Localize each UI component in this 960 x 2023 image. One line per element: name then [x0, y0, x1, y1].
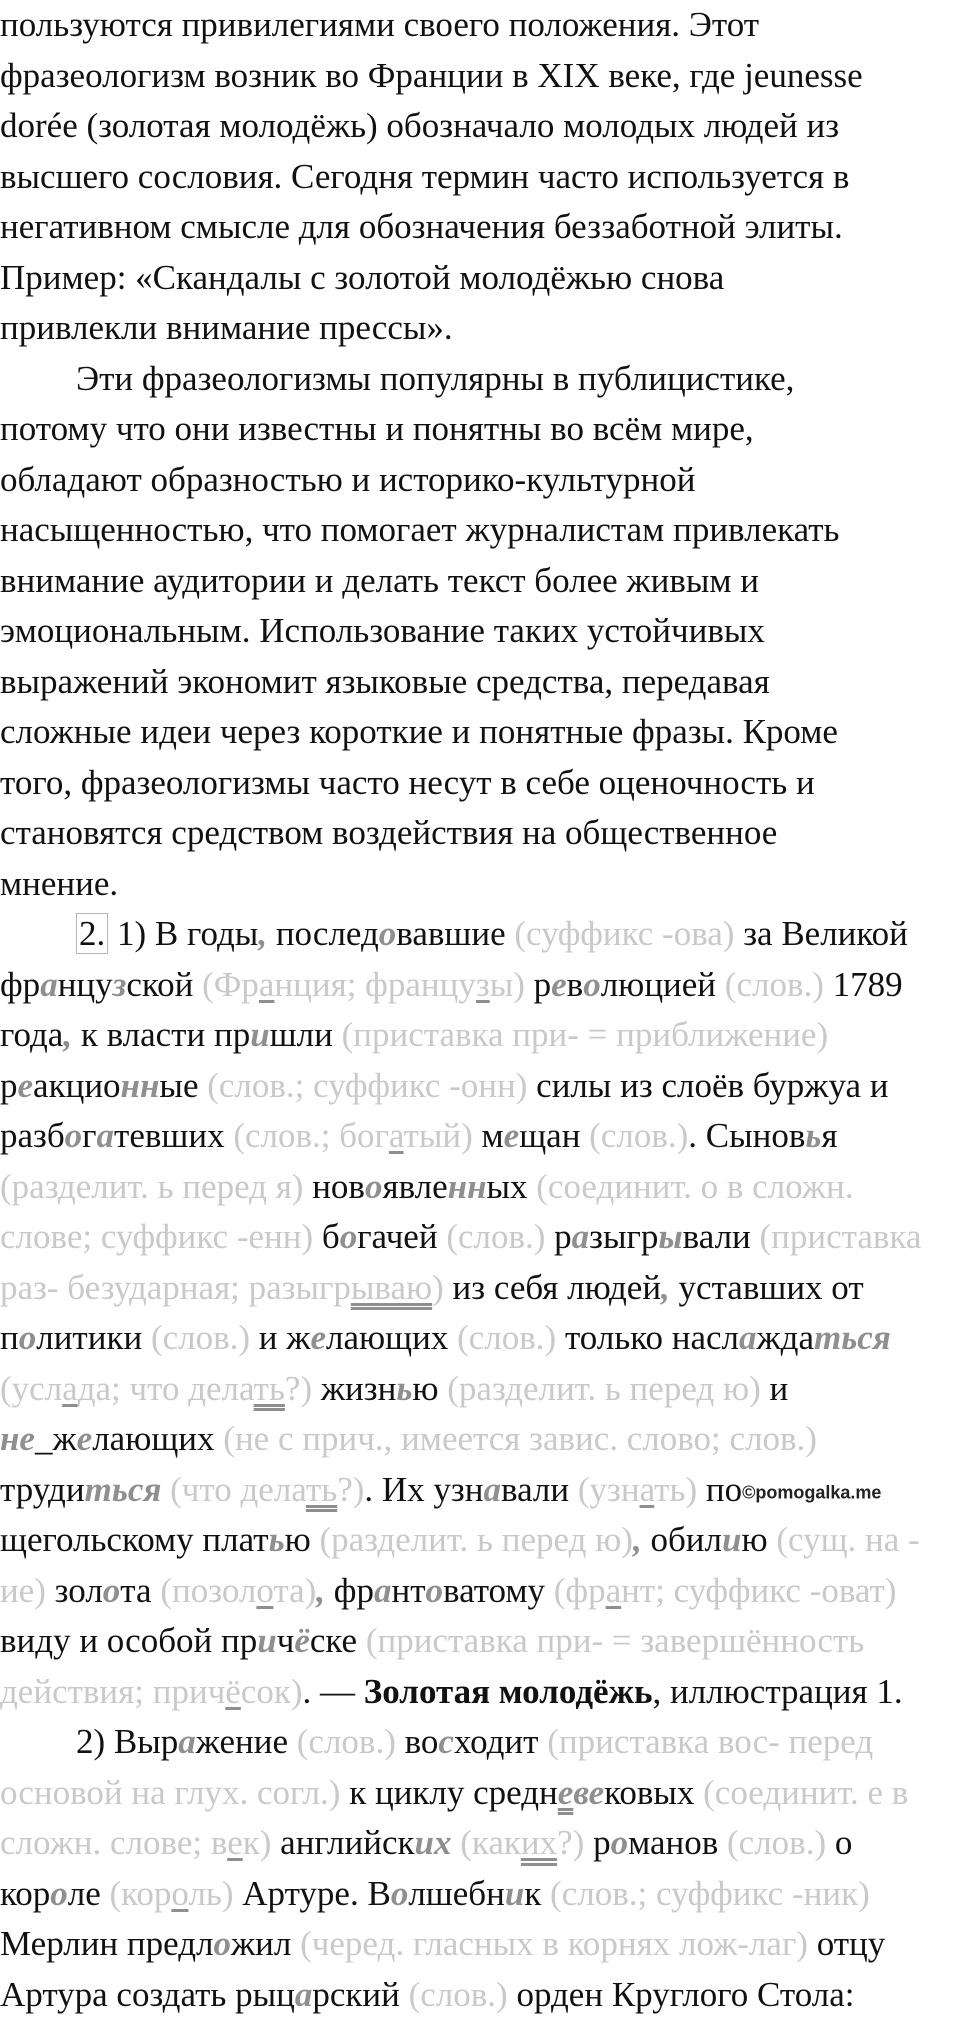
- text-line: [0, 1919, 960, 1970]
- orthogram: о: [378, 914, 397, 953]
- orthogram: и: [721, 1520, 742, 1559]
- text-line: [0, 960, 960, 1011]
- text-run: р: [524, 964, 552, 1004]
- exercise-item-2-2: [0, 1717, 960, 2020]
- orthogram: о: [610, 1823, 629, 1862]
- text-line: фразеологизм возник во Франции в XIX веке, где jeunesse: [0, 55, 863, 95]
- orthogram: ь: [396, 1368, 413, 1408]
- orthogram: е: [551, 964, 567, 1004]
- text-run: за Великой: [734, 914, 908, 953]
- text-run: п: [0, 1318, 19, 1357]
- comment: (слов.): [724, 964, 824, 1004]
- orthogram: а: [571, 1217, 590, 1256]
- comment: слове; суффикс -енн): [0, 1217, 314, 1256]
- comment: (разделит. ь перед я): [0, 1166, 304, 1206]
- text-run: щан: [519, 1116, 590, 1155]
- orthogram: ь: [805, 1116, 822, 1155]
- text-run: . —: [302, 1671, 364, 1711]
- orthogram: с: [438, 1722, 454, 1761]
- text-run: литики: [36, 1318, 151, 1357]
- text-run: зол: [45, 1570, 103, 1610]
- text-line: становятся средством воздействия на общественное: [0, 813, 778, 852]
- text-run: вавшие: [396, 914, 515, 953]
- orthogram: о: [390, 1873, 409, 1913]
- comment: (слов.): [296, 1722, 396, 1761]
- text-line: [0, 1667, 960, 1718]
- text-run: ске: [309, 1621, 366, 1660]
- text-line: [0, 1616, 960, 1667]
- text-line: Эти фразеологизмы популярны в публицистике,: [76, 358, 795, 398]
- text-run: ч: [276, 1621, 295, 1660]
- orthogram: е: [76, 1419, 93, 1458]
- text-line: [0, 1869, 960, 1920]
- orthogram: з: [112, 964, 127, 1004]
- text-run: по: [697, 1469, 743, 1509]
- text-line: того, фразеологизмы часто несут в себе оценочность и: [0, 762, 815, 802]
- text-line: [0, 1162, 960, 1213]
- text-run: уставших от: [669, 1267, 864, 1307]
- text-line: [0, 1313, 960, 1364]
- text-run: 2) Выр: [76, 1722, 179, 1761]
- text-run: р: [545, 1217, 572, 1256]
- text-run: к циклу средн: [340, 1772, 558, 1812]
- text-run: ходит: [453, 1722, 548, 1761]
- comment: (черед. гласных в корнях лож-лаг): [300, 1924, 808, 1963]
- text-run: вали: [682, 1217, 760, 1256]
- text-run: о: [826, 1823, 853, 1862]
- comment: (приставка вос- перед: [547, 1722, 874, 1761]
- comment: (слов.; суффикс -онн): [207, 1065, 528, 1105]
- orthogram: о: [50, 1873, 68, 1913]
- text-run: вали: [501, 1469, 578, 1509]
- text-line: негативном смысле для обозначения беззаботной элиты.: [0, 207, 843, 246]
- orthogram: е: [310, 1318, 327, 1357]
- text-run: нов: [303, 1166, 365, 1206]
- text-run: фр: [0, 964, 41, 1004]
- text-run: м: [472, 1116, 504, 1155]
- orthogram: о: [18, 1318, 37, 1357]
- text-line: [0, 1263, 960, 1314]
- text-run: труди: [0, 1469, 85, 1509]
- text-run: рский: [312, 1974, 409, 2014]
- text-line: [0, 909, 960, 960]
- orthogram: е: [503, 1116, 520, 1155]
- text-line: [0, 1566, 960, 1617]
- text-line: привлекли внимание прессы».: [0, 308, 453, 347]
- text-run: ые: [159, 1065, 208, 1105]
- paragraph-intro: [0, 0, 960, 354]
- orthogram: и: [257, 1621, 277, 1660]
- comment: (разделит. ь перед ю): [319, 1520, 633, 1559]
- orthogram: о: [583, 964, 601, 1004]
- text-line: насыщенностью, что помогает журналистам привлекать: [0, 510, 840, 549]
- comment: (позолота): [160, 1570, 317, 1610]
- text-run: только насл: [556, 1318, 739, 1357]
- text-run: разб: [0, 1116, 65, 1155]
- text-run: жение: [195, 1722, 297, 1761]
- text-run: люцией: [600, 964, 725, 1004]
- text-run: нцу: [57, 964, 113, 1004]
- text-run: лшебн: [408, 1873, 505, 1913]
- text-line: сложные идеи через короткие и понятные фразы. Кроме: [0, 712, 838, 751]
- comment: (слов.): [589, 1116, 689, 1155]
- text-line: [0, 1465, 960, 1516]
- orthogram: ь: [268, 1520, 285, 1559]
- orthogram: в: [573, 1772, 589, 1812]
- text-run: , иллюстрация 1.: [652, 1671, 903, 1711]
- text-run: манов: [628, 1823, 728, 1862]
- text-line: [0, 1768, 960, 1819]
- punctuation-mark: ,: [316, 1570, 326, 1610]
- orthogram: нн: [447, 1166, 487, 1206]
- comment: (не с прич., имеется завис. слово; слов.): [223, 1419, 817, 1458]
- orthogram: а: [96, 1116, 115, 1155]
- orthogram: ться: [814, 1318, 891, 1357]
- orthogram: ться: [84, 1469, 162, 1509]
- text-run: ю: [741, 1520, 777, 1559]
- orthogram: а: [178, 1722, 196, 1761]
- exercise-item-2-1: [0, 909, 960, 1717]
- comment: (слов.; суффикс -ник): [550, 1873, 870, 1913]
- orthogram: нн: [120, 1065, 160, 1105]
- comment: (каких?): [451, 1823, 585, 1862]
- comment: (приставка при- = завершённость: [365, 1621, 865, 1660]
- text-run: во: [395, 1722, 439, 1761]
- orthogram: о: [64, 1116, 83, 1155]
- comment: (что делать?): [161, 1469, 365, 1509]
- text-run: Мерлин предл: [0, 1924, 214, 1963]
- text-run: . Их узн: [364, 1469, 484, 1509]
- comment: (король): [109, 1873, 234, 1913]
- orthogram: не: [0, 1419, 35, 1458]
- text-line: обладают образностью и историко-культурной: [0, 459, 696, 499]
- text-line: [0, 1717, 960, 1768]
- orthogram: и: [250, 1015, 270, 1054]
- text-run: к власти пр: [72, 1015, 251, 1054]
- comment: основой на глух. согл.): [0, 1772, 341, 1812]
- punctuation-mark: ,: [258, 914, 268, 953]
- text-run: отцу: [807, 1924, 886, 1963]
- text-run: из себя людей: [443, 1267, 662, 1307]
- text-run: гачей: [357, 1217, 447, 1256]
- orthogram: а: [483, 1469, 501, 1509]
- comment: (слов.): [446, 1217, 546, 1256]
- orthogram: о: [102, 1570, 121, 1610]
- comment: (слов.): [408, 1974, 508, 2014]
- text-run: шли: [269, 1015, 342, 1054]
- text-run: жизн: [312, 1368, 397, 1408]
- orthogram: а: [40, 964, 58, 1004]
- orthogram: о: [425, 1570, 444, 1610]
- text-run: 1789: [823, 964, 903, 1004]
- orthogram: е: [588, 1772, 605, 1812]
- comment: (разделит. ь перед ю): [447, 1368, 761, 1408]
- text-line: мнение.: [0, 863, 119, 903]
- text-run: я: [821, 1116, 838, 1155]
- text-run: года: [0, 1015, 64, 1054]
- text-run: и: [760, 1368, 789, 1408]
- text-run: и ж: [250, 1318, 311, 1357]
- text-run: б: [313, 1217, 340, 1256]
- phraseologism-bold: Золотая молодёжь: [363, 1671, 653, 1711]
- text-run: виду и особой пр: [0, 1621, 258, 1660]
- comment: сложн. слове; век): [0, 1823, 272, 1862]
- text-run: жил: [231, 1924, 301, 1963]
- orthogram: о: [364, 1166, 383, 1206]
- text-run: обил: [641, 1520, 722, 1559]
- comment: (соединит. о в сложн.: [536, 1166, 854, 1206]
- comment: (суффикс -ова): [514, 914, 735, 953]
- text-run: фр: [325, 1570, 374, 1610]
- text-run: кор: [0, 1873, 51, 1913]
- comment: (соединит. е в: [703, 1772, 909, 1812]
- orthogram: ё: [294, 1621, 310, 1660]
- text-line: внимание аудитории и делать текст более живым и: [0, 560, 759, 600]
- text-line: высшего сословия. Сегодня термин часто используется в: [0, 156, 850, 196]
- text-run: ю: [284, 1520, 320, 1559]
- comment: (франт; суффикс -оват): [553, 1570, 897, 1610]
- text-run: Артура создать рыц: [0, 1974, 295, 2014]
- text-run: _ж: [34, 1419, 77, 1458]
- orthogram: их: [414, 1823, 452, 1862]
- text-run: зыгр: [589, 1217, 659, 1256]
- text-run: г: [82, 1116, 97, 1155]
- comment: (приставка: [759, 1217, 922, 1256]
- text-run: Артуре. В: [233, 1873, 391, 1913]
- comment: (слов.): [457, 1318, 557, 1357]
- watermark: ©pomogalka.me: [742, 1482, 882, 1503]
- text-line: Пример: «Скандалы с золотой молодёжью снова: [0, 257, 725, 297]
- text-line: [0, 1111, 960, 1162]
- comment: (сущ. на -: [776, 1520, 920, 1559]
- text-run: английск: [271, 1823, 415, 1862]
- text-line: [0, 1414, 960, 1465]
- text-run: к: [524, 1873, 551, 1913]
- text-run: тевших: [114, 1116, 234, 1155]
- orthogram: е: [17, 1065, 34, 1105]
- text-run: нт: [391, 1570, 426, 1610]
- orthogram: и: [504, 1873, 525, 1913]
- comment: действия; причёсок): [0, 1671, 303, 1711]
- orthogram: а: [739, 1318, 757, 1357]
- comment: (слов.): [150, 1318, 251, 1357]
- text-line: пользуются привилегиями своего положения. Этот: [0, 5, 760, 44]
- comment: (приставка при- = приближение): [341, 1015, 829, 1054]
- text-run: силы из слоёв буржуа и: [527, 1065, 889, 1105]
- text-run: ю: [412, 1368, 448, 1408]
- comment: (узнать): [577, 1469, 698, 1509]
- text-line: dorée (золотая молодёжь) обозначало молодых людей из: [0, 106, 840, 145]
- text-line: [0, 1970, 960, 2021]
- comment: (слов.; богатый): [233, 1116, 473, 1155]
- text-run: ковых: [604, 1772, 704, 1812]
- text-line: [0, 1061, 960, 1112]
- text-run: ской: [126, 964, 203, 1004]
- comment: раз- безударная; разыгрываю): [0, 1267, 444, 1307]
- text-run: послед: [267, 914, 379, 953]
- text-run: ватому: [443, 1570, 554, 1610]
- text-run: щегольскому плат: [0, 1520, 269, 1559]
- text-line: [0, 1010, 960, 1061]
- paragraph-phraseologisms: [0, 354, 960, 910]
- text-run: та: [120, 1570, 161, 1610]
- text-run: явле: [382, 1166, 448, 1206]
- text-run: лающих: [92, 1419, 224, 1458]
- text-line: потому что они известны и понятны во всём мире,: [0, 409, 754, 448]
- text-run: р: [584, 1823, 611, 1862]
- comment: (услада; что делать?): [0, 1368, 313, 1408]
- comment: (слов.): [727, 1823, 827, 1862]
- orthogram: е: [557, 1772, 574, 1812]
- text-line: [0, 1818, 960, 1869]
- orthogram: ы: [658, 1217, 683, 1256]
- text-run: в: [566, 964, 584, 1004]
- text-line: [0, 1515, 960, 1566]
- punctuation-mark: ,: [63, 1015, 73, 1054]
- text-line: эмоциональным. Использование таких устойчивых: [0, 611, 765, 650]
- text-run: жда: [756, 1318, 815, 1357]
- text-run: 1) В годы: [108, 914, 259, 953]
- text-run: ых: [486, 1166, 537, 1206]
- text-run: акцио: [33, 1065, 121, 1105]
- orthogram: а: [373, 1570, 392, 1610]
- orthogram: о: [339, 1217, 358, 1256]
- item-number: 2.: [76, 913, 108, 954]
- text-run: орден Круглого Стола:: [507, 1974, 855, 2014]
- orthogram: о: [213, 1924, 231, 1963]
- comment: ие): [0, 1570, 46, 1610]
- text-run: . Сынов: [688, 1116, 806, 1155]
- punctuation-mark: ,: [632, 1520, 642, 1559]
- comment: (Франция; французы): [202, 964, 525, 1004]
- text-run: лающих: [326, 1318, 458, 1357]
- text-line: выражений экономит языковые средства, передавая: [0, 661, 770, 701]
- orthogram: а: [294, 1974, 313, 2014]
- text-line: [0, 1364, 960, 1415]
- text-run: ле: [67, 1873, 110, 1913]
- text-run: р: [0, 1065, 18, 1105]
- punctuation-mark: ,: [661, 1267, 670, 1307]
- text-line: [0, 1212, 960, 1263]
